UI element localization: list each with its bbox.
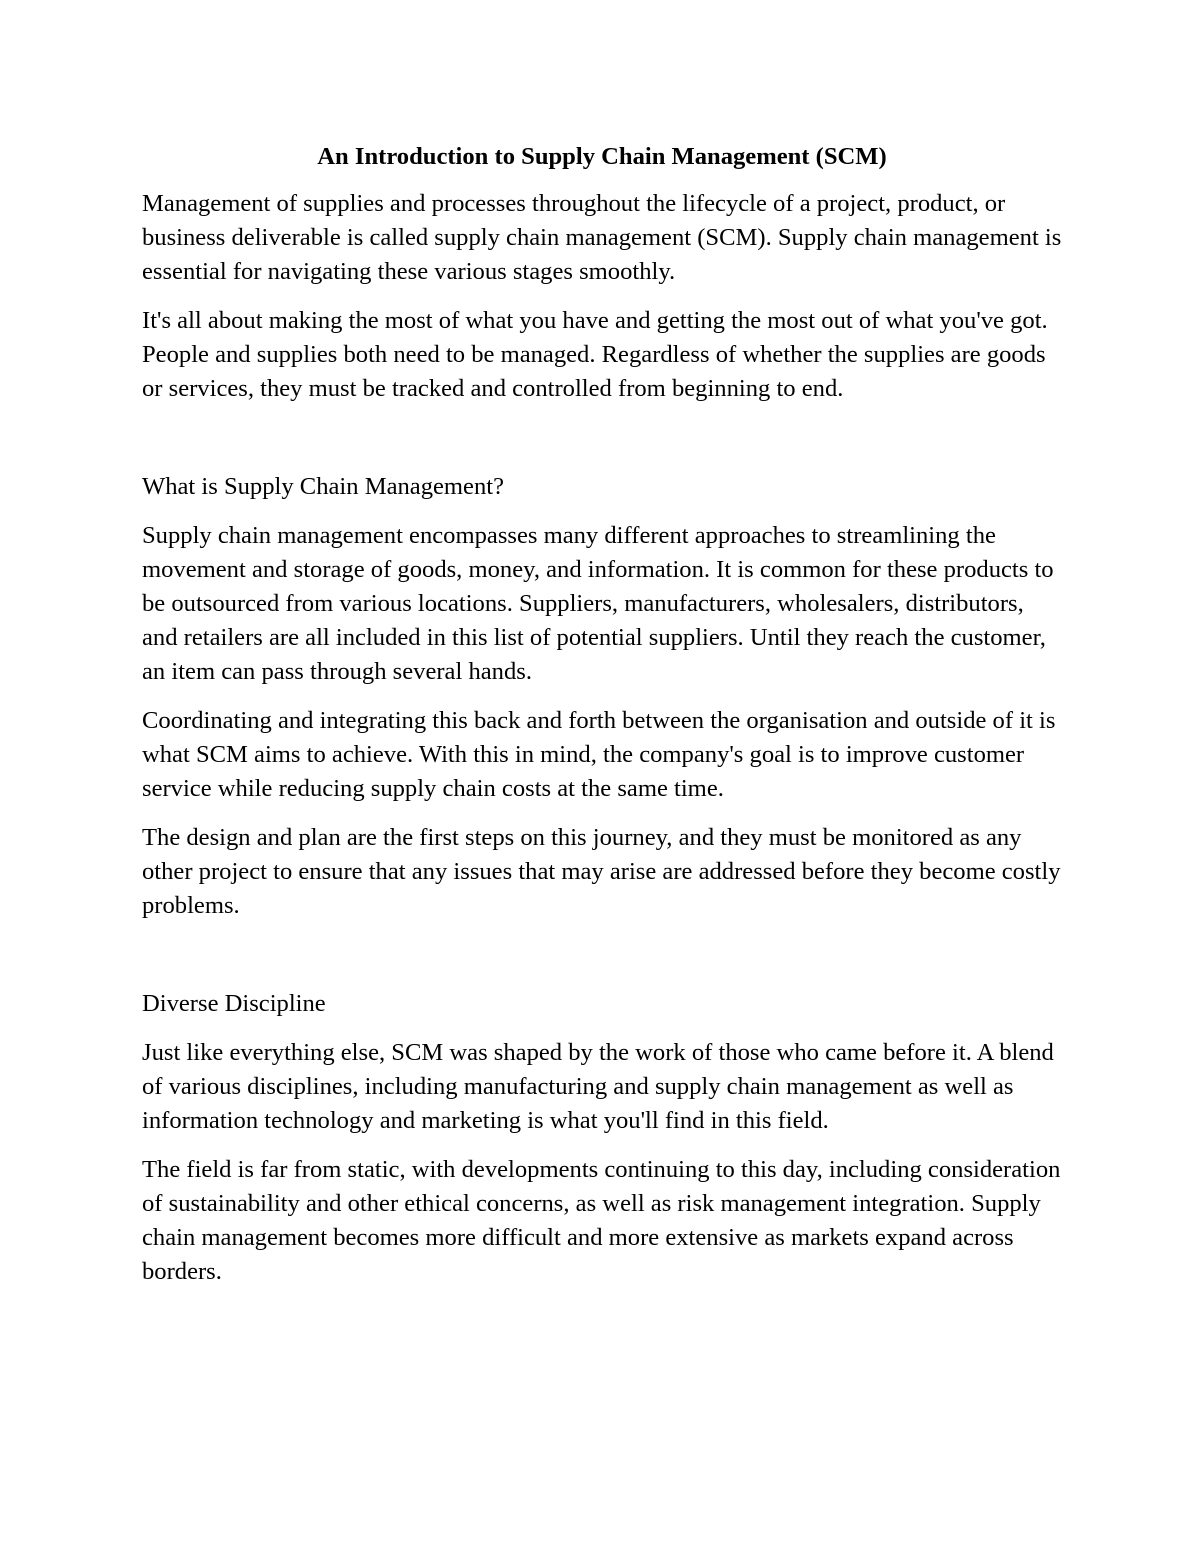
- intro-paragraph-2: It's all about making the most of what you have and getting the most out of what you've got. People and supplies both need to be managed. Regardless of whether the supplies are goods or services, they must be tracked and controlled from beginning to end.: [142, 307, 1048, 402]
- section1-paragraph-1: Supply chain management encompasses many different approaches to streamlining the movement and storage of goods, money, and information. It is common for these products to be outsourced from various locations. Suppliers, manufacturers, wholesalers, distributors, and retailers are all included in this list of potential suppliers. Until they reach the customer, an item can pass through several hands.: [142, 522, 1054, 685]
- section2-paragraph-2: The field is far from static, with developments continuing to this day, including consideration of sustainability and other ethical concerns, as well as risk management integration. Supply chain management becomes more difficult and more extensive as markets expand across borders.: [142, 1156, 1061, 1285]
- blank-line: [142, 421, 1062, 455]
- section1-paragraph-3: The design and plan are the first steps on this journey, and they must be monitored as any other project to ensure that any issues that may arise are addressed before they become costly problems.: [142, 824, 1061, 919]
- document-title: An Introduction to Supply Chain Management (SCM): [317, 143, 887, 170]
- section-heading-what-is-scm: What is Supply Chain Management?: [142, 473, 505, 500]
- section1-paragraph-2: Coordinating and integrating this back and forth between the organisation and outside of it is what SCM aims to achieve. With this in mind, the company's goal is to improve customer service while reducing supply chain costs at the same time.: [142, 707, 1056, 802]
- document-body: [142, 140, 1062, 1304]
- intro-paragraph-1: Management of supplies and processes throughout the lifecycle of a project, product, or business deliverable is called supply chain management (SCM). Supply chain management is essential for navigating these various stages smoothly.: [142, 190, 1062, 285]
- blank-line: [142, 938, 1062, 972]
- section2-paragraph-1: Just like everything else, SCM was shaped by the work of those who came before it. A blend of various disciplines, including manufacturing and supply chain management as well as information technology and marketing is what you'll find in this field.: [142, 1039, 1054, 1134]
- section-heading-diverse-discipline: Diverse Discipline: [142, 990, 326, 1017]
